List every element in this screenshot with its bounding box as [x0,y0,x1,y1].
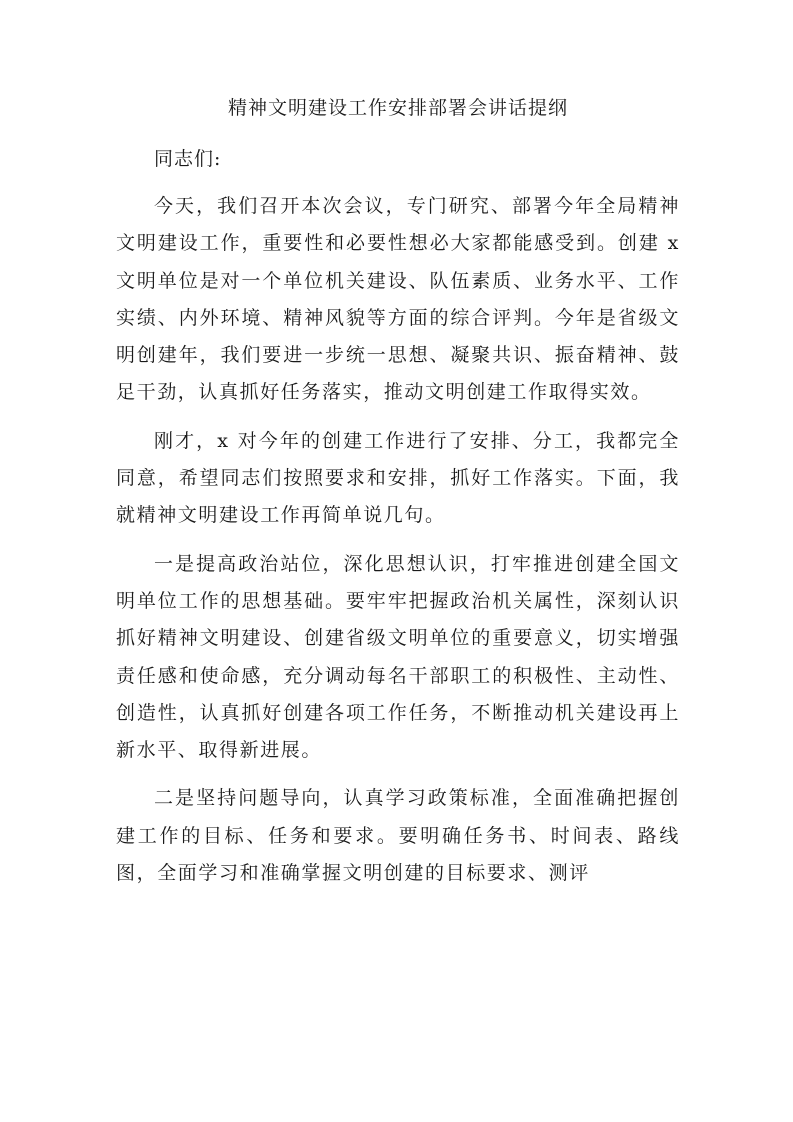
document-page [116,94,680,903]
document-title: 精神文明建设工作安排部署会讲话提纲 [227,97,568,119]
paragraph-opening: 今天，我们召开本次会议，专门研究、部署今年全局精神文明建设工作，重要性和必要性想必大家都能感受到。创建 x 文明单位是对一个单位机关建设、队伍素质、业务水平、工作实绩、内外环境、精神风貌等方面的综合评判。今年是省级文明创建年，我们要进一步统一思想、凝聚共识、振奋精神、鼓足干劲，认真抓好任务落实，推动文明创建工作取得实效。 [116,195,680,404]
paragraph-point-one: 一是提高政治站位，深化思想认识，打牢推进创建全国文明单位工作的思想基础。要牢牢把握政治机关属性，深刻认识抓好精神文明建设、创建省级文明单位的重要意义，切实增强责任感和使命感，充分调动每名干部职工的积极性、主动性、创造性，认真抓好创建各项工作任务，不断推动机关建设再上新水平、取得新进展。 [116,552,680,762]
paragraph-arrangement: 刚才，x 对今年的创建工作进行了安排、分工，我都完全同意，希望同志们按照要求和安排，抓好工作落实。下面，我就精神文明建设工作再简单说几句。 [116,429,680,527]
paragraph-point-two: 二是坚持问题导向，认真学习政策标准，全面准确把握创建工作的目标、任务和要求。要明确任务书、时间表、路线图，全面学习和准确掌握文明创建的目标要求、测评 [116,787,680,885]
salutation: 同志们: [154,148,222,170]
